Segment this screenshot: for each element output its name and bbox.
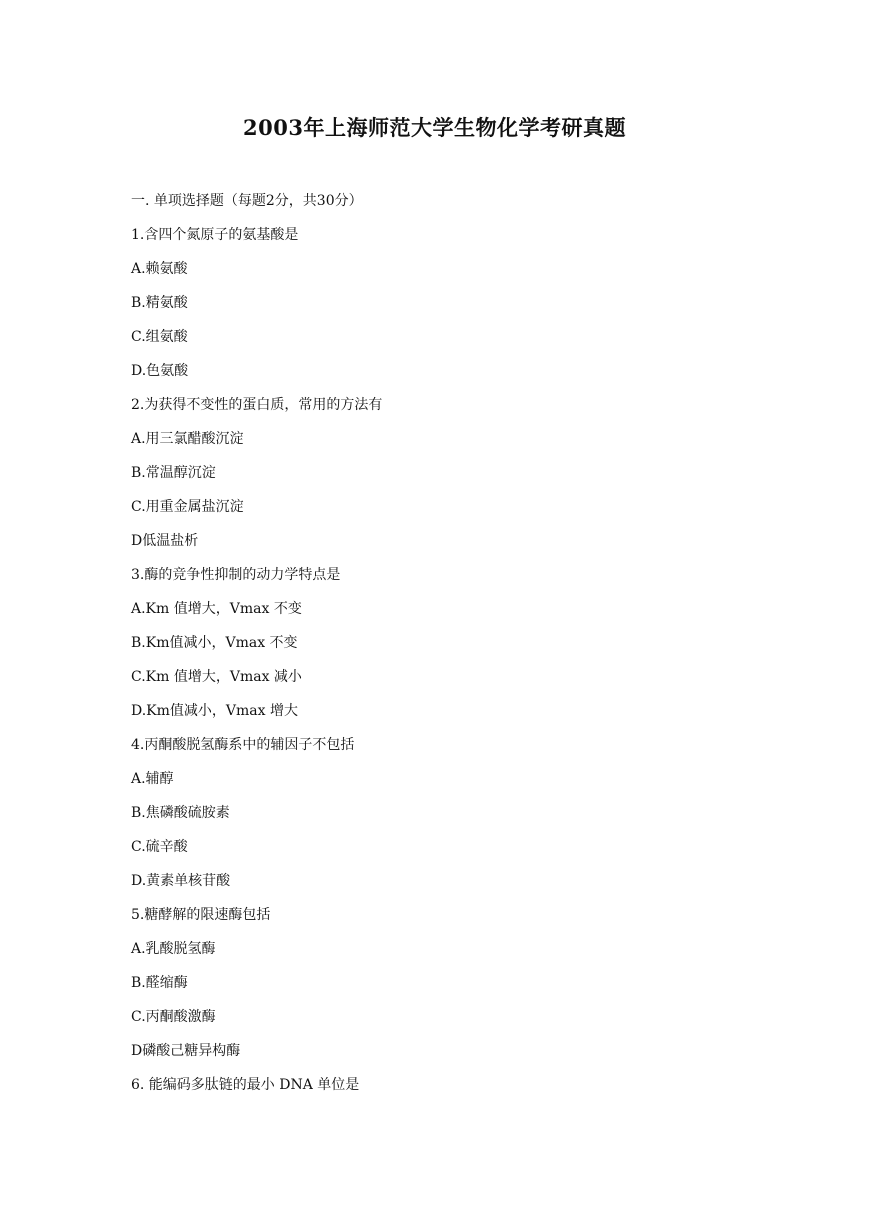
q2-option-a: A.用三氯醋酸沉淀: [131, 431, 244, 447]
page-title: 2003年上海师范大学生物化学考研真题: [243, 115, 626, 140]
question-4: 4.丙酮酸脱氢酶系中的辅因子不包括: [131, 737, 355, 753]
question-list: [131, 190, 811, 1108]
q3-option-d: D.Km值减小，Vmax 增大: [131, 703, 298, 719]
q5-option-d: D磷酸己糖异构酶: [131, 1043, 241, 1059]
q2-option-d: D低温盐析: [131, 533, 199, 549]
question-6: 6. 能编码多肽链的最小 DNA 单位是: [131, 1077, 360, 1093]
q1-option-d: D.色氨酸: [131, 363, 189, 379]
q2-option-b: B.常温醇沉淀: [131, 465, 216, 481]
question-1: 1.含四个氮原子的氨基酸是: [131, 227, 299, 243]
q4-option-b: B.焦磷酸硫胺素: [131, 805, 230, 821]
q3-option-a: A.Km 值增大，Vmax 不变: [131, 601, 302, 617]
q1-option-c: C.组氨酸: [131, 329, 188, 345]
q1-option-b: B.精氨酸: [131, 295, 188, 311]
q4-option-c: C.硫辛酸: [131, 839, 188, 855]
q5-option-a: A.乳酸脱氢酶: [131, 941, 216, 957]
q1-option-a: A.赖氨酸: [131, 261, 188, 277]
question-5: 5.糖酵解的限速酶包括: [131, 907, 271, 923]
q5-option-b: B.醛缩酶: [131, 975, 188, 991]
question-3: 3.酶的竞争性抑制的动力学特点是: [131, 567, 341, 583]
q2-option-c: C.用重金属盐沉淀: [131, 499, 244, 515]
q4-option-d: D.黄素单核苷酸: [131, 873, 231, 889]
q5-option-c: C.丙酮酸激酶: [131, 1009, 216, 1025]
section-heading: 一. 单项选择题（每题2分，共30分）: [131, 193, 363, 209]
question-2: 2.为获得不变性的蛋白质，常用的方法有: [131, 397, 383, 413]
q3-option-c: C.Km 值增大，Vmax 减小: [131, 669, 302, 685]
q4-option-a: A.辅醇: [131, 771, 174, 787]
q3-option-b: B.Km值减小，Vmax 不变: [131, 635, 298, 651]
